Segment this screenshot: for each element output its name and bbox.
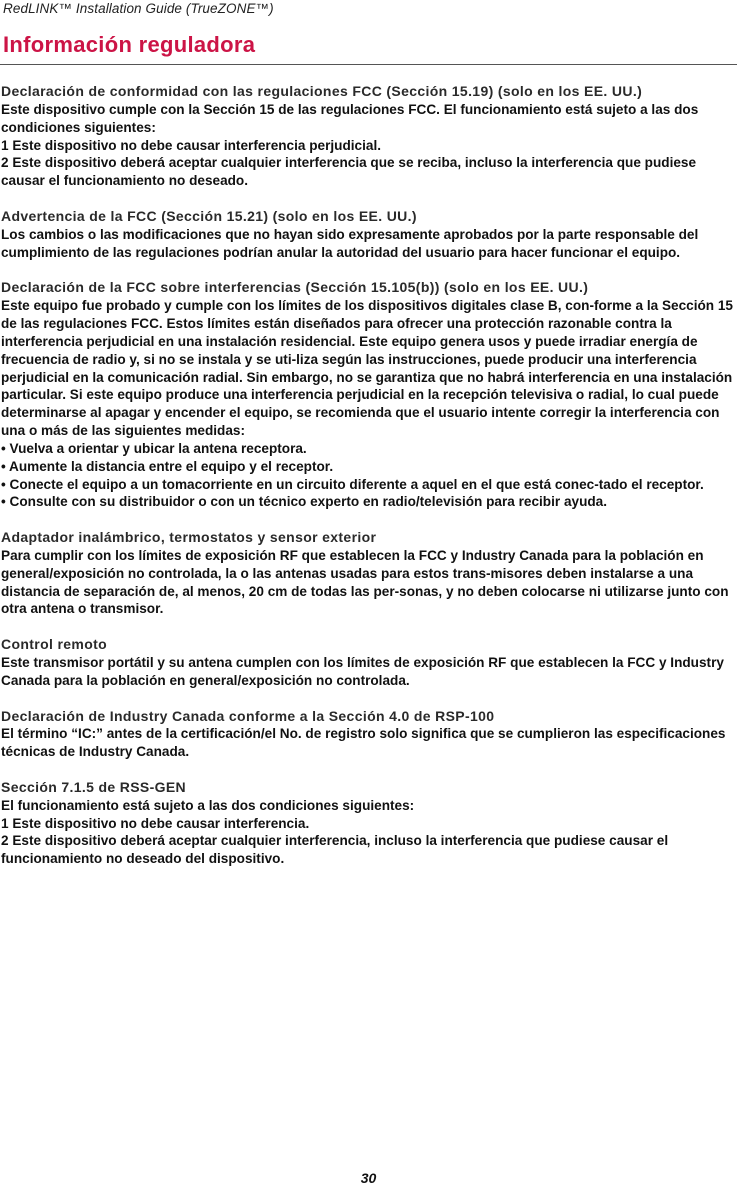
- page-title: Información reguladora: [3, 32, 256, 57]
- bullet-item: • Aumente la distancia entre el equipo y el receptor.: [1, 458, 334, 474]
- section-fcc-interference: [1, 279, 735, 511]
- bullet-item: • Consulte con su distribuidor o con un técnico experto en radio/televisión para recibir ayuda.: [1, 494, 608, 510]
- section-heading: Control remoto: [1, 636, 108, 653]
- list-item: 1 Este dispositivo no debe causar interferencia perjudicial.: [1, 137, 381, 153]
- bullet-item: • Vuelva a orientar y ubicar la antena receptora.: [1, 440, 307, 456]
- title-divider: [0, 64, 737, 65]
- section-fcc-warning: [1, 208, 735, 262]
- paragraph: El funcionamiento está sujeto a las dos condiciones siguientes:: [1, 797, 415, 813]
- paragraph: Este equipo fue probado y cumple con los límites de los dispositivos digitales clase B, con-forme a la Sección 15 de las regulaciones FCC. Estos límites están diseñados para ofrecer una protección razonable contra la interferencia perjudicial en una instalación residencial. Este equipo genera usos y puede irradiar energía de frecuencia de radio y, si no se instala y se uti-liza según las instrucciones, puede producir una interferencia perjudicial en la comunicación radial. Sin embargo, no se garantiza que no habrá interferencia en una instalación particular. Si este equipo produce una interferencia perjudicial en la recepción televisiva o radial, lo cual puede determinarse al apagar y encender el equipo, se recomienda que el usuario intente corregir la interferencia con una o más de las siguientes medidas:: [1, 298, 733, 439]
- section-heading: Advertencia de la FCC (Sección 15.21) (solo en los EE. UU.): [1, 207, 417, 224]
- list-item: 1 Este dispositivo no debe causar interferencia.: [1, 815, 310, 831]
- document-body: [1, 83, 735, 886]
- paragraph: Este transmisor portátil y su antena cumplen con los límites de exposición RF que establecen la FCC y Industry Canada para la población en general/exposición no controlada.: [1, 655, 724, 688]
- running-header: RedLINK™ Installation Guide (TrueZONE™): [3, 1, 274, 16]
- page-number: 30: [360, 1170, 377, 1186]
- section-remote-control: [1, 636, 735, 690]
- list-item: 2 Este dispositivo deberá aceptar cualquier interferencia que se reciba, incluso la interferencia que pudiese causar el funcionamiento no deseado.: [1, 155, 697, 189]
- section-heading: Declaración de Industry Canada conforme a la Sección 4.0 de RSP-100: [1, 707, 495, 724]
- section-wireless-adapter: [1, 529, 735, 618]
- paragraph: El término “IC:” antes de la certificación/el No. de registro solo significa que se cumplieron las especificaciones técnicas de Industry Canada.: [1, 726, 726, 760]
- section-heading: Adaptador inalámbrico, termostatos y sensor exterior: [1, 529, 377, 546]
- section-heading: Sección 7.1.5 de RSS-GEN: [1, 778, 187, 795]
- paragraph: Los cambios o las modificaciones que no hayan sido expresamente aprobados por la parte responsable del cumplimiento de las regulaciones podrían anular la autoridad del usuario para hacer funcionar el equipo.: [1, 226, 699, 260]
- paragraph: Este dispositivo cumple con la Sección 15 de las regulaciones FCC. El funcionamiento está sujeto a las dos condiciones siguientes:: [1, 101, 699, 135]
- bullet-item: • Conecte el equipo a un tomacorriente en un circuito diferente a aquel en el que está conec-tado el receptor.: [1, 476, 704, 492]
- section-heading: Declaración de la FCC sobre interferencias (Sección 15.105(b)) (solo en los EE. UU.): [1, 279, 589, 296]
- section-fcc-conformity: [1, 83, 735, 190]
- section-heading: Declaración de conformidad con las regulaciones FCC (Sección 15.19) (solo en los EE. UU.): [1, 83, 643, 99]
- section-rss-gen: [1, 779, 735, 868]
- section-industry-canada: [1, 708, 735, 762]
- paragraph: Para cumplir con los límites de exposición RF que establecen la FCC y Industry Canada para la población en general/exposición no controlada, la o las antenas usadas para estos trans-misores deben instalarse a una distancia de separación de, al menos, 20 cm de todas las per-sonas, y no deben colocarse ni utilizarse junto con otra antena o transmisor.: [1, 547, 729, 617]
- list-item: 2 Este dispositivo deberá aceptar cualquier interferencia, incluso la interferencia que pudiese causar el funcionamiento no deseado del dispositivo.: [1, 833, 669, 867]
